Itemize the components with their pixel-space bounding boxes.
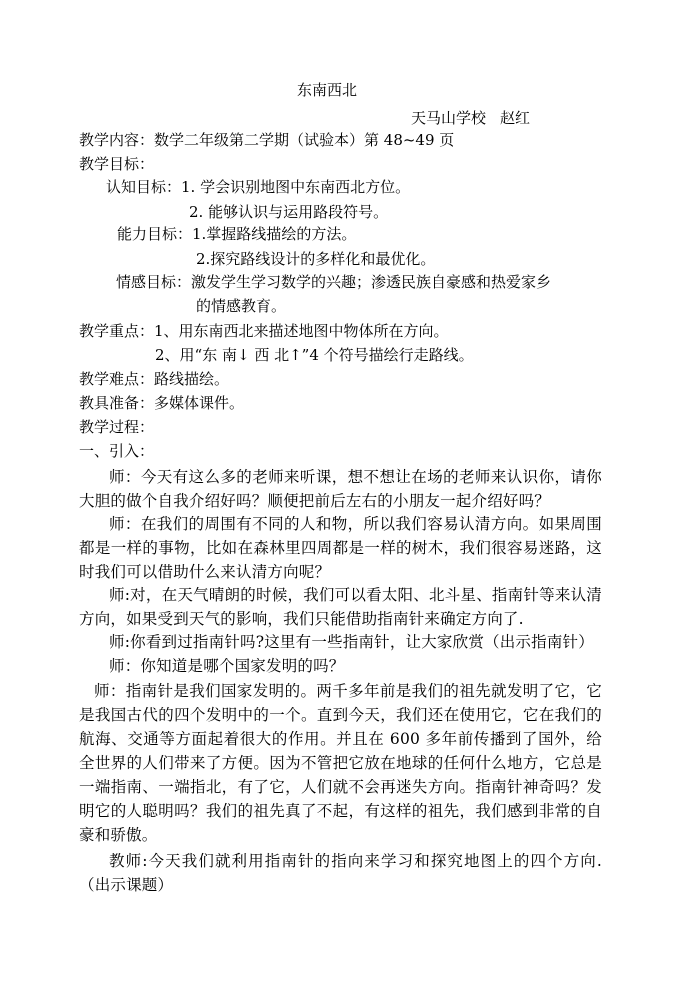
- paragraph-1: 师：今天有这么多的老师来听课，想不想让在场的老师来认识你，请你大胆的做个自我介绍好吗？顺便把前后左右的小朋友一起介绍好吗？: [79, 468, 602, 510]
- paragraph-3: 师:对，在天气晴朗的时候，我们可以看太阳、北斗星、指南针等来认清方向，如果受到天气的影响，我们只能借助指南针来确定方向了.: [79, 586, 602, 628]
- key-point-2: 2、用“东 南↓ 西 北↑”4 个符号描绘行走路线。: [155, 346, 474, 364]
- school-name: 天马山学校: [411, 109, 487, 127]
- content-line: 教学内容：数学二年级第二学期（试验本）第 48~49 页: [79, 131, 455, 149]
- ability-goal-2: 2.探究路线设计的多样化和最优化。: [196, 250, 436, 268]
- process-heading: 教学过程：: [79, 418, 155, 436]
- author-line: [411, 108, 530, 128]
- author-name: 赵红: [500, 109, 531, 127]
- ability-goal-1: 能力目标：1.掌握路线描绘的方法。: [117, 225, 357, 243]
- difficulty-line: 教学难点：路线描绘。: [79, 370, 230, 388]
- cognitive-goal-1: 认知目标：1. 学会识别地图中东南西北方位。: [106, 178, 411, 196]
- emotion-goal-2: 的情感教育。: [196, 297, 287, 315]
- paragraph-7: 教师:今天我们就利用指南针的指向来学习和探究地图上的四个方向.（出示课题）: [79, 852, 602, 894]
- paragraph-5: 师：你知道是哪个国家发明的吗？: [109, 657, 345, 675]
- doc-title: 东南西北: [297, 81, 358, 99]
- emotion-goal-1: 情感目标：激发学生学习数学的兴趣；渗透民族自豪感和热爱家乡: [116, 273, 552, 291]
- step-1-heading: 一、引入：: [79, 442, 155, 460]
- paragraph-4: 师:你看到过指南针吗?这里有一些指南针，让大家欣赏（出示指南针）: [109, 633, 594, 651]
- goals-heading: 教学目标：: [79, 155, 155, 173]
- tools-line: 教具准备：多媒体课件。: [79, 394, 245, 412]
- key-point-1: 教学重点：1、用东南西北来描述地图中物体所在方向。: [79, 322, 449, 340]
- paragraph-2: 师：在我们的周围有不同的人和物，所以我们容易认清方向。如果周围都是一样的事物，比如在森林里四周都是一样的树木，我们很容易迷路，这时我们可以借助什么来认清方向呢？: [79, 515, 602, 581]
- paragraph-6: 师：指南针是我们国家发明的。两千多年前是我们的祖先就发明了它，它是我国古代的四个发明中的一个。直到今天，我们还在使用它，它在我们的航海、交通等方面起着很大的作用。并且在 600 多年前传播到了国外，给全世界的人们带来了方便。因为不管把它放在地球的任何什么地方，它总是一端指南、一端指北，有了它，人们就不会再迷失方向。指南针神奇吗？发明它的人聪明吗？我们的祖先真了不起，有这样的祖先，我们感到非常的自豪和骄傲。: [79, 682, 602, 844]
- cognitive-goal-2: 2. 能够认识与运用路段符号。: [189, 203, 389, 221]
